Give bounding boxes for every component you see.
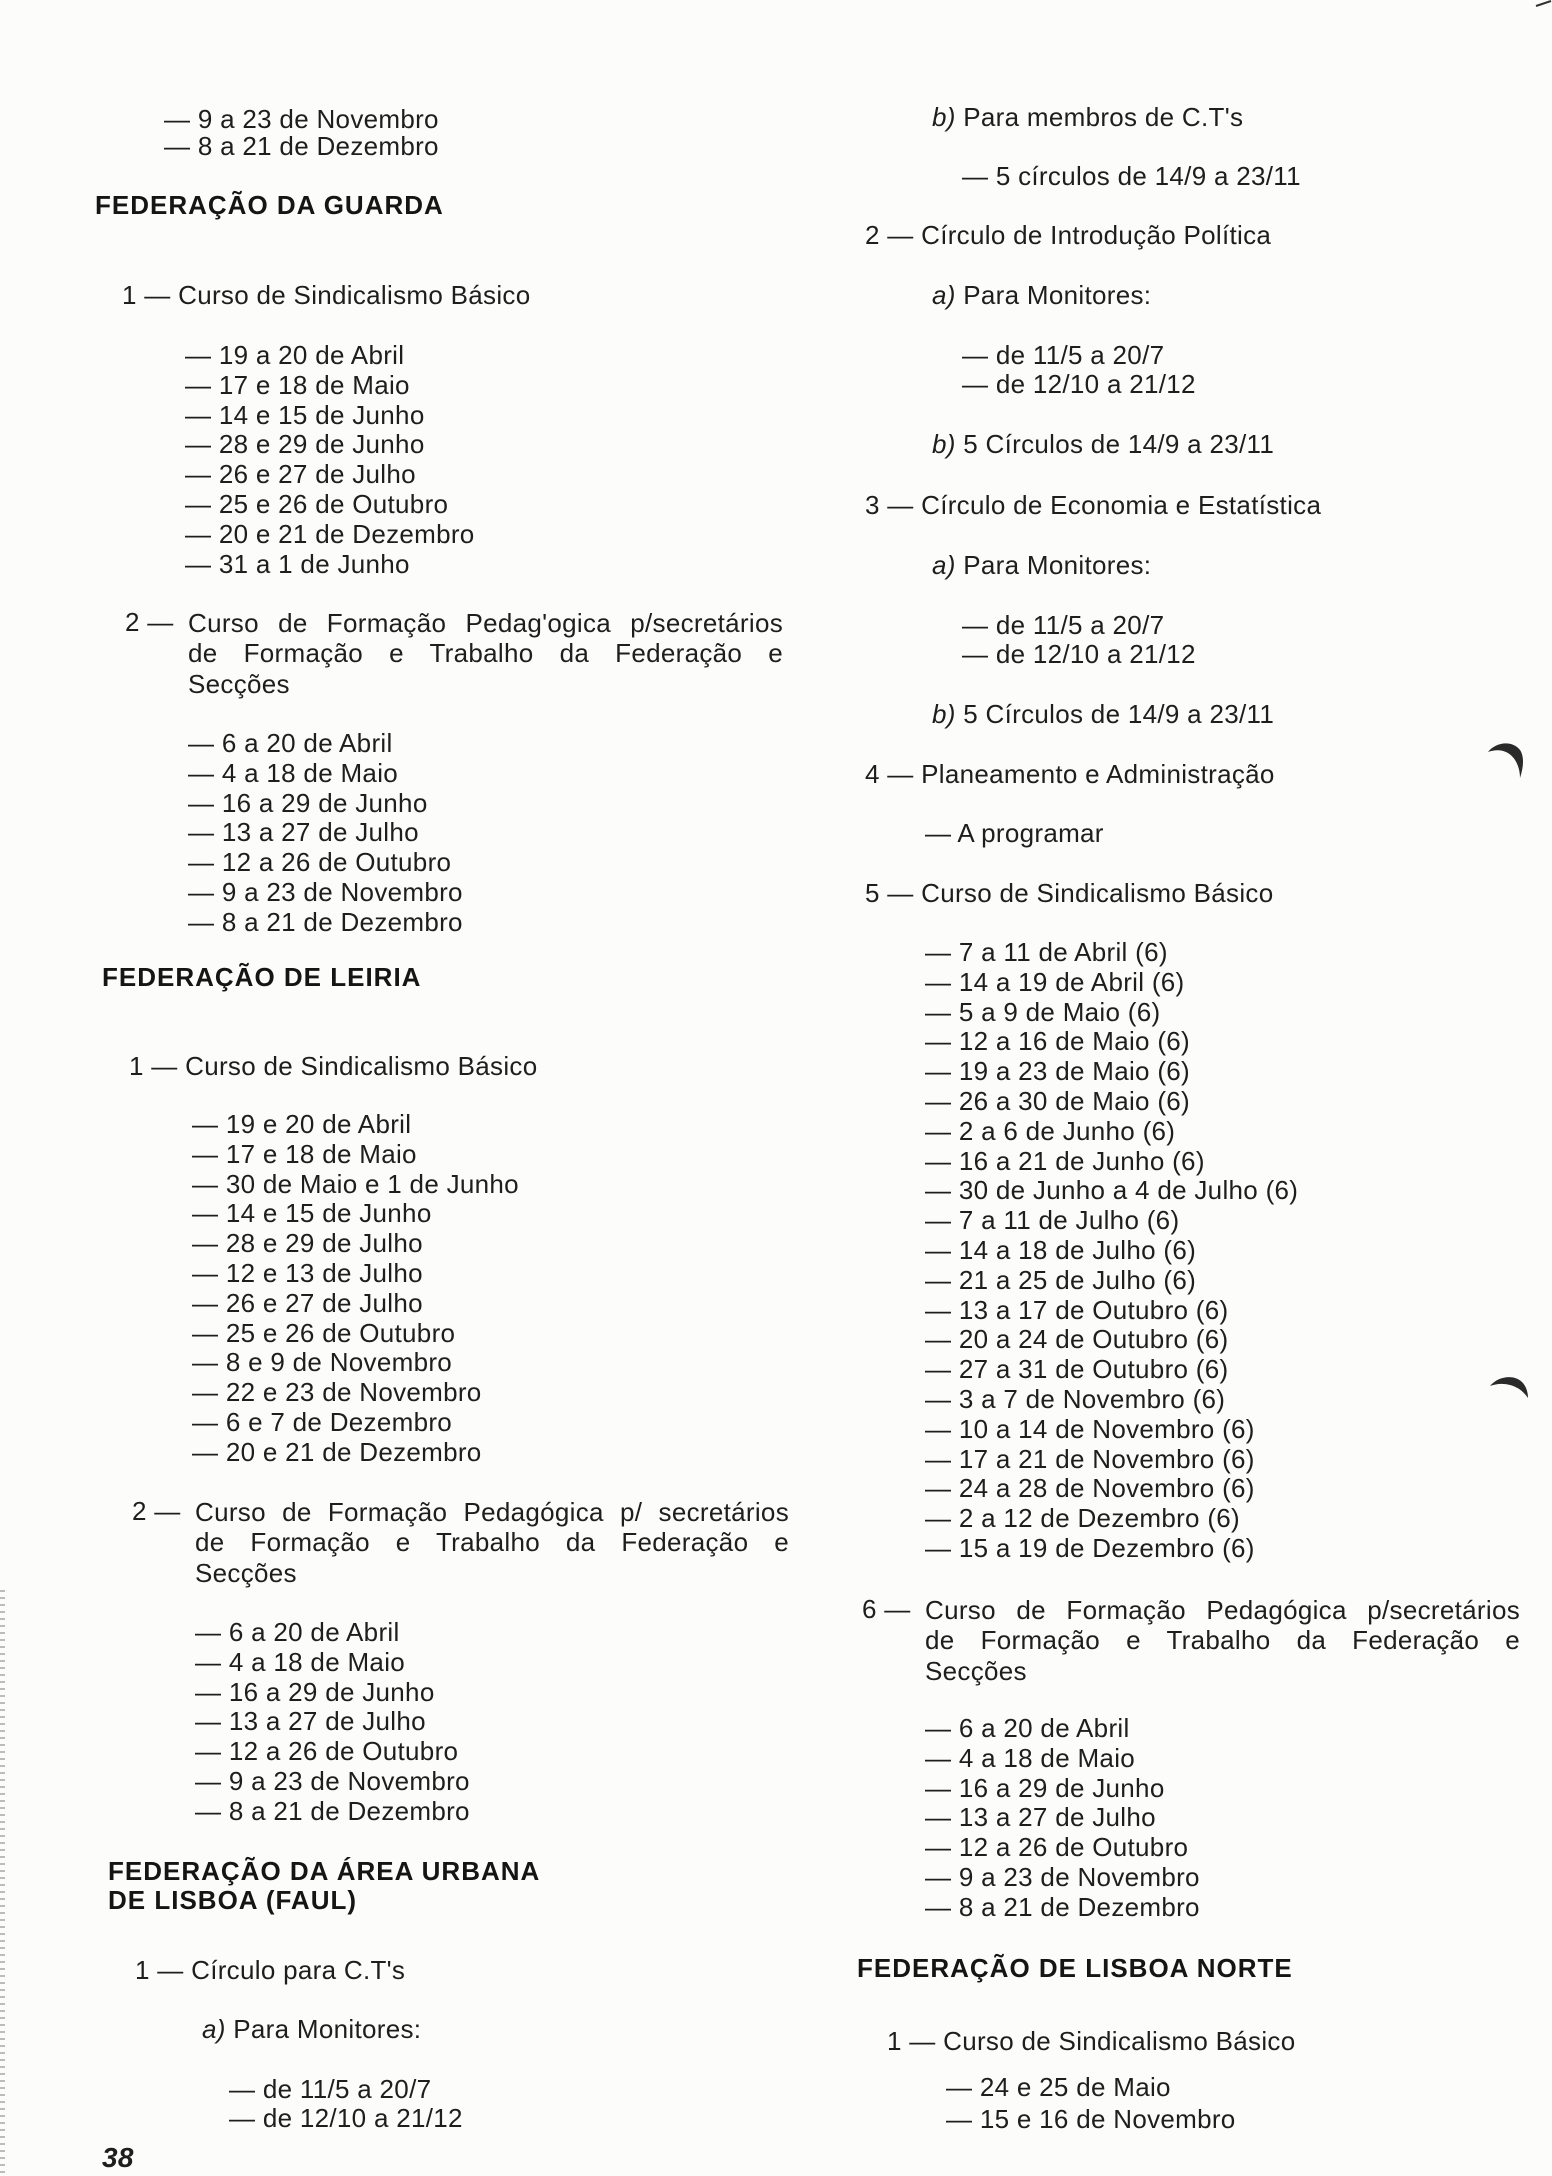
date-item: — 8 e 9 de Novembro	[192, 1347, 453, 1378]
date-item: — 20 e 21 de Dezembro	[185, 518, 475, 549]
date-item: — 8 a 21 de Dezembro	[188, 906, 463, 937]
course-number: 1 —	[129, 1051, 178, 1081]
date-item: — 13 a 27 de Julho	[925, 1802, 1156, 1833]
date-list	[229, 2075, 463, 2133]
subitem-text: Para Monitores:	[963, 280, 1152, 310]
date-item: — 7 a 11 de Abril (6)	[925, 937, 1168, 967]
date-item: — 26 a 30 de Maio (6)	[925, 1085, 1190, 1116]
date-item: — 16 a 29 de Junho	[925, 1772, 1165, 1803]
date-item: — 27 a 31 de Outubro (6)	[925, 1354, 1229, 1385]
date-item: — 6 a 20 de Abril	[188, 728, 393, 758]
date-item: — 9 a 23 de Novembro	[925, 1861, 1200, 1892]
date-item: — 14 a 19 de Abril (6)	[925, 966, 1185, 997]
date-list	[185, 341, 475, 579]
course-title-line: Secções	[925, 1655, 1027, 1686]
date-item: — 20 e 21 de Dezembro	[192, 1436, 482, 1467]
course-title-line: Curso de Formação Pedag'ogica p/secretários	[188, 608, 783, 638]
page-number: 38	[102, 2142, 134, 2173]
course-title: Curso de Sindicalismo Básico	[943, 2026, 1296, 2056]
subitem-text: 5 Círculos de 14/9 a 23/11	[963, 699, 1275, 729]
subitem-label: a)	[932, 280, 956, 310]
date-item: — 28 e 29 de Julho	[192, 1228, 423, 1259]
date-item: — 7 a 11 de Julho (6)	[925, 1205, 1180, 1236]
scan-artifact-mark	[1484, 738, 1528, 784]
date-list	[962, 162, 1301, 192]
date-item: — 15 a 19 de Dezembro (6)	[925, 1532, 1255, 1563]
date-item: — 12 a 26 de Outubro	[925, 1832, 1189, 1863]
subitem-heading	[932, 103, 1243, 133]
date-item: — 8 a 21 de Dezembro	[195, 1795, 470, 1826]
subitem-heading	[932, 281, 1151, 311]
course-title: Círculo para C.T's	[191, 1955, 406, 1985]
date-item: — 25 e 26 de Outubro	[192, 1317, 456, 1348]
course-title: Curso de Sindicalismo Básico	[185, 1051, 538, 1081]
section-heading-line: DE LISBOA (FAUL)	[108, 1885, 358, 1916]
course-title-line: de Formação e Trabalho da Federação e	[195, 1527, 789, 1558]
date-item: — 13 a 27 de Julho	[188, 817, 419, 848]
date-item: — 28 e 29 de Junho	[185, 429, 425, 460]
date-item: — 6 a 20 de Abril	[195, 1617, 400, 1647]
date-list	[188, 729, 463, 938]
date-item: — 17 e 18 de Maio	[185, 369, 410, 400]
section-heading-line: FEDERAÇÃO DA ÁREA URBANA	[108, 1856, 541, 1886]
date-list	[946, 2071, 1236, 2135]
date-list	[192, 1110, 519, 1468]
date-item: — 9 a 23 de Novembro	[164, 104, 439, 134]
course-heading	[125, 608, 783, 699]
subitem-heading	[932, 430, 1274, 460]
course-heading	[135, 1956, 405, 1986]
course-number: 4 —	[865, 759, 914, 789]
date-item: — de 11/5 a 20/7	[962, 340, 1165, 370]
date-item: — 9 a 23 de Novembro	[195, 1765, 470, 1796]
scan-artifact-mark	[1488, 1372, 1532, 1412]
subitem-heading	[932, 551, 1151, 581]
date-item: — 4 a 18 de Maio	[925, 1742, 1136, 1773]
date-item: — 5 a 9 de Maio (6)	[925, 996, 1161, 1027]
date-item: — 17 a 21 de Novembro (6)	[925, 1443, 1255, 1474]
date-item: — de 12/10 a 21/12	[962, 369, 1196, 400]
date-item: — 15 e 16 de Novembro	[946, 2104, 1236, 2134]
date-item: — 8 a 21 de Dezembro	[164, 130, 439, 161]
date-item: — 2 a 6 de Junho (6)	[925, 1115, 1176, 1146]
course-title-line: Curso de Formação Pedagógica p/ secretários	[195, 1497, 789, 1527]
date-item: — 26 e 27 de Julho	[192, 1287, 423, 1318]
course-title-line: Curso de Formação Pedagógica p/secretários	[925, 1595, 1520, 1625]
date-item: — 20 a 24 de Outubro (6)	[925, 1324, 1229, 1355]
course-heading	[865, 760, 1275, 790]
date-item: — de 11/5 a 20/7	[229, 2074, 432, 2104]
date-item: — 6 e 7 de Dezembro	[192, 1406, 453, 1437]
date-list	[925, 1714, 1200, 1923]
date-item: — 13 a 27 de Julho	[195, 1706, 426, 1737]
course-heading	[865, 491, 1321, 521]
date-list	[962, 341, 1196, 399]
course-number: 5 —	[865, 878, 914, 908]
date-item: — 8 a 21 de Dezembro	[925, 1891, 1200, 1922]
subitem-text: 5 Círculos de 14/9 a 23/11	[963, 429, 1275, 459]
course-heading	[887, 2027, 1295, 2057]
date-item: — 17 e 18 de Maio	[192, 1138, 417, 1169]
subitem-label: b)	[932, 429, 956, 459]
date-list	[195, 1618, 470, 1827]
subitem-text: Para Monitores:	[233, 2014, 422, 2044]
date-list	[962, 611, 1196, 669]
course-title	[188, 608, 783, 699]
date-item: — 16 a 21 de Junho (6)	[925, 1145, 1205, 1176]
course-number: 2 —	[865, 220, 914, 250]
date-item: — 16 a 29 de Junho	[188, 787, 428, 818]
date-item: — 30 de Junho a 4 de Julho (6)	[925, 1175, 1299, 1206]
date-item: — de 11/5 a 20/7	[962, 610, 1165, 640]
date-item: — A programar	[925, 818, 1104, 848]
section-heading: FEDERAÇÃO DA GUARDA	[95, 190, 444, 220]
subitem-text: Para membros de C.T's	[963, 102, 1244, 132]
course-number: 1 —	[887, 2026, 936, 2056]
course-heading	[865, 879, 1273, 909]
date-item: — 4 a 18 de Maio	[195, 1646, 406, 1677]
course-title-line: de Formação e Trabalho da Federação e	[188, 638, 783, 669]
date-item: — 22 e 23 de Novembro	[192, 1377, 482, 1408]
course-title: Círculo de Economia e Estatística	[921, 490, 1322, 520]
date-item: — 21 a 25 de Julho (6)	[925, 1264, 1197, 1295]
subitem-text: Para Monitores:	[963, 550, 1152, 580]
section-heading: FEDERAÇÃO DE LISBOA NORTE	[857, 1953, 1293, 1983]
date-item: — 19 a 23 de Maio (6)	[925, 1056, 1190, 1087]
date-item: — 3 a 7 de Novembro (6)	[925, 1383, 1226, 1414]
date-item: — 14 e 15 de Junho	[192, 1198, 432, 1229]
subitem-label: b)	[932, 102, 956, 132]
course-title: Curso de Sindicalismo Básico	[921, 878, 1274, 908]
course-title: Planeamento e Administração	[921, 759, 1275, 789]
date-item: — 26 e 27 de Julho	[185, 459, 416, 490]
date-list	[925, 938, 1298, 1564]
section-heading	[108, 1857, 540, 1915]
subitem-label: a)	[202, 2014, 226, 2044]
date-item: — 19 e 20 de Abril	[192, 1109, 412, 1139]
date-item: — 25 e 26 de Outubro	[185, 488, 449, 519]
date-item: — 4 a 18 de Maio	[188, 757, 399, 788]
date-item: — 12 e 13 de Julho	[192, 1257, 423, 1288]
course-number: 2 —	[132, 1496, 181, 1526]
course-number: 2 —	[125, 607, 174, 637]
subitem-label: a)	[932, 550, 956, 580]
date-item: — de 12/10 a 21/12	[229, 2103, 463, 2134]
section-heading: FEDERAÇÃO DE LEIRIA	[102, 962, 422, 992]
course-title-line: Secções	[195, 1557, 297, 1588]
course-number: 6 —	[862, 1594, 911, 1624]
course-title: Curso de Sindicalismo Básico	[178, 280, 531, 310]
scan-artifact-corner	[1534, 0, 1552, 8]
course-heading	[129, 1052, 537, 1082]
date-list	[925, 819, 1104, 849]
course-heading	[862, 1595, 1520, 1686]
course-title-line: Secções	[188, 668, 290, 699]
date-list	[164, 106, 439, 159]
date-item: — 31 a 1 de Junho	[185, 548, 410, 579]
course-heading	[865, 221, 1271, 251]
date-item: — 19 a 20 de Abril	[185, 340, 405, 370]
date-item: — 10 a 14 de Novembro (6)	[925, 1413, 1255, 1444]
course-number: 1 —	[135, 1955, 184, 1985]
course-title	[195, 1497, 789, 1588]
date-item: — de 12/10 a 21/12	[962, 639, 1196, 670]
course-title-line: de Formação e Trabalho da Federação e	[925, 1625, 1520, 1656]
date-item: — 6 a 20 de Abril	[925, 1713, 1130, 1743]
date-item: — 12 a 16 de Maio (6)	[925, 1026, 1190, 1057]
subitem-heading	[202, 2015, 421, 2045]
date-item: — 24 a 28 de Novembro (6)	[925, 1473, 1255, 1504]
course-number: 1 —	[122, 280, 171, 310]
scan-edge-noise	[0, 1590, 5, 2176]
date-item: — 16 a 29 de Junho	[195, 1676, 435, 1707]
date-item: — 14 a 18 de Julho (6)	[925, 1234, 1197, 1265]
subitem-label: b)	[932, 699, 956, 729]
date-item: — 24 e 25 de Maio	[946, 2072, 1171, 2102]
course-heading	[122, 281, 530, 311]
date-item: — 5 círculos de 14/9 a 23/11	[962, 161, 1301, 191]
subitem-heading	[932, 700, 1274, 730]
course-title: Círculo de Introdução Política	[921, 220, 1272, 250]
date-item: — 13 a 17 de Outubro (6)	[925, 1294, 1229, 1325]
date-item: — 9 a 23 de Novembro	[188, 876, 463, 907]
date-item: — 12 a 26 de Outubro	[188, 847, 452, 878]
course-title	[925, 1595, 1520, 1686]
course-number: 3 —	[865, 490, 914, 520]
date-item: — 2 a 12 de Dezembro (6)	[925, 1503, 1241, 1534]
date-item: — 30 de Maio e 1 de Junho	[192, 1168, 519, 1199]
date-item: — 14 e 15 de Junho	[185, 399, 425, 430]
date-item: — 12 a 26 de Outubro	[195, 1736, 459, 1767]
course-heading	[132, 1497, 789, 1588]
